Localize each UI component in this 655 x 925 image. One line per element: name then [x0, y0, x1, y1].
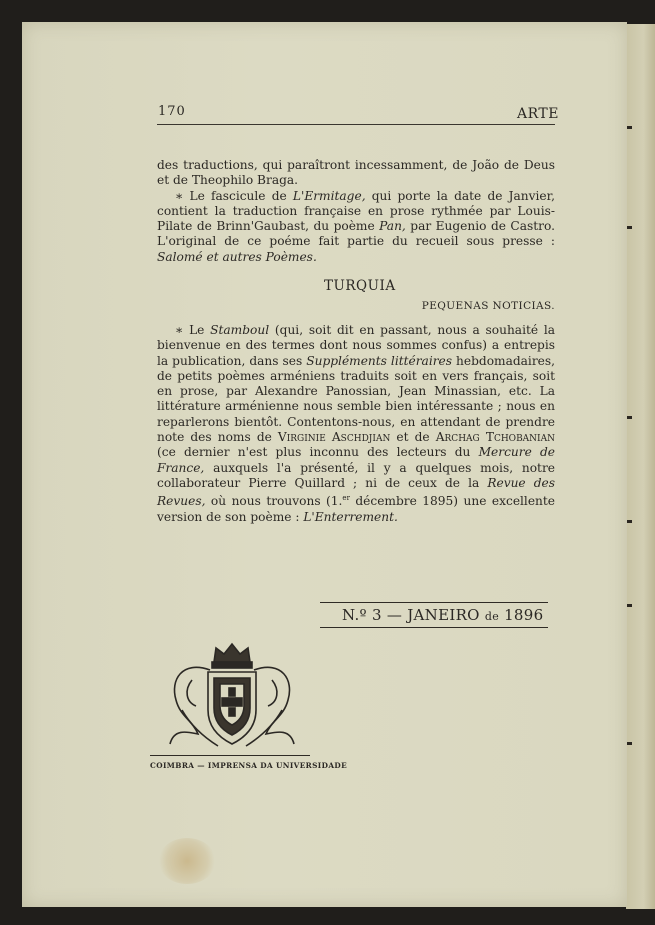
journal-title: L'Ermitage,: [292, 188, 366, 203]
article-text: auxquels l'a présenté, il y a quelques mois, notre collaborateur Pierre Quillard ; ni de ceux de la: [157, 460, 555, 490]
issue-preposition: de: [484, 610, 500, 623]
printer-colophon: COIMBRA — IMPRENSA DA UNIVERSIDADE: [150, 761, 348, 770]
ordinal-superscript: er: [342, 494, 350, 503]
article-text: et de: [390, 430, 436, 445]
issue-rule-top: [320, 602, 548, 603]
paper-stain: [158, 838, 216, 884]
article-text: Le: [189, 323, 211, 337]
journal-title: Mercure de France,: [157, 445, 556, 475]
paragraph-text: Le fascicule de: [189, 188, 293, 203]
poem-title: Pan,: [379, 219, 406, 234]
page-number: 170: [158, 104, 186, 119]
issue-number: N.º 3 — JANEIRO: [342, 606, 480, 624]
author-name: Archag Tchobanian: [435, 430, 555, 445]
poem-title: L'Enterrement.: [303, 509, 398, 524]
adjacent-page-edge: [626, 24, 655, 909]
book-title: Salomé et autres Poèmes.: [157, 249, 317, 264]
paragraph-text: des traductions, qui paraîtront incessamment, de João de Deus et de Theophilo Braga.: [157, 158, 555, 188]
supplement-title: Suppléments littéraires: [306, 353, 453, 368]
article-turquia: [157, 323, 555, 525]
asterisk-mark: ∗: [175, 323, 184, 337]
header-rule: [157, 124, 555, 125]
colophon-rule: [150, 755, 310, 756]
article-text: hebdomadaires, de petits poèmes arméniens traduits soit en vers français, soit en prose, par Alexandre Panossian, Jean Minassian, etc. La littérature arménienne nous semble bien intéressante ; nous en reparlerons bientôt. Contentons-nous, en attendant de prendre note des noms de: [157, 353, 555, 445]
journal-title: Revue des Revues,: [157, 475, 555, 509]
issue-year: 1896: [504, 606, 544, 624]
article-text: (ce dernier n'est plus inconnu des lecteurs du: [157, 445, 479, 460]
issue-label: [342, 606, 543, 624]
section-subtitle: PEQUENAS NOTICIAS.: [421, 300, 555, 312]
paragraph-continuation: [157, 158, 555, 265]
article-text: décembre 1895) une excellente version de son poème :: [157, 494, 555, 524]
asterisk-mark: ∗: [175, 188, 184, 203]
paragraph-text: qui porte la date de Janvier, contient la traduction française en prose rythmée par Louis-Pilate de Brinn'Gaubast, du poème: [157, 188, 555, 234]
author-name: Virginie Aschdjian: [277, 430, 391, 445]
newspaper-title: Stamboul: [210, 323, 270, 337]
section-title: TURQUIA: [324, 278, 396, 294]
article-text: (qui, soit dit en passant, nous a souhaité la bienvenue en des termes dont nous sommes confus) a entrepis la publication, dans ses: [157, 323, 556, 368]
paragraph-text: par Eugenio de Castro. L'original de ce poéme fait partie du recueil sous presse :: [157, 219, 555, 249]
issue-rule-bottom: [320, 627, 548, 628]
coat-of-arms-icon: [162, 640, 302, 755]
article-text: où nous trouvons (1.: [205, 494, 343, 509]
running-title: ARTE: [517, 106, 559, 122]
